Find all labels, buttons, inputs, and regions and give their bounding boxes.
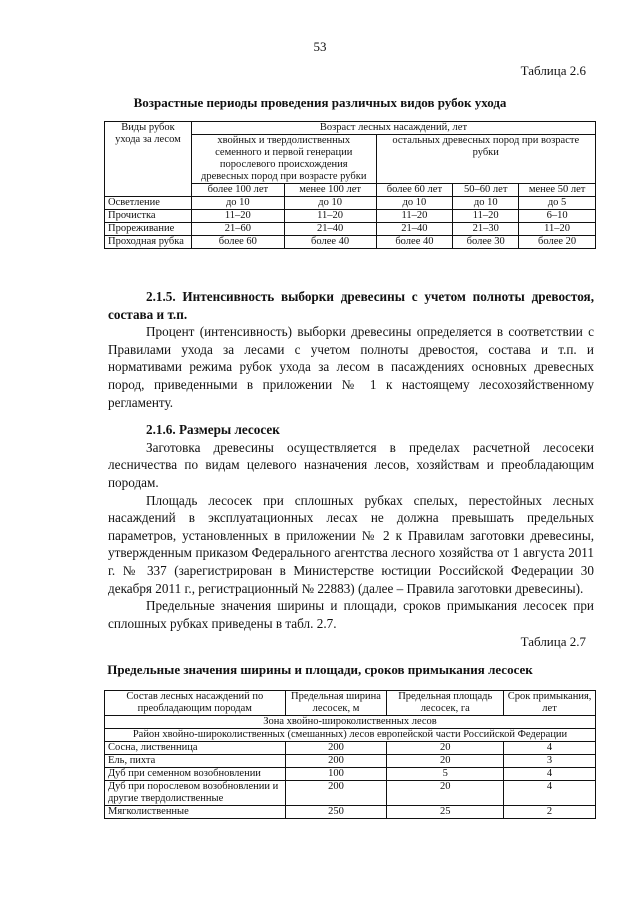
cell: 21–40 (376, 223, 453, 236)
cell: 20 (387, 781, 504, 806)
header-adjacency: Срок примыкания, лет (504, 691, 596, 716)
cell: 200 (285, 755, 387, 768)
cell: 11–20 (191, 210, 284, 223)
header-age: Возраст лесных насаждений, лет (191, 122, 595, 135)
cell: более 20 (519, 236, 596, 249)
cell: 6–10 (519, 210, 596, 223)
cell: 200 (285, 781, 387, 806)
paragraph: Площадь лесосек при сплошных рубках спелых, перестойных лесных насаждений в эксплуатационных лесах не должна превышать предельных параметров, установленных в приложении № 2 к Правилам заготовки древесины, утвержденным приказом Федерального агентства лесного хозяйства от 1 августа 2011 г. № 337 (зарегистрирован в Министерстве юстиции Российской Федерации 30 декабря 2011 г., регистрационный № 22883) (далее – Правила заготовки древесины). (108, 492, 594, 596)
row-label: Мягколиственные (105, 806, 286, 819)
row-label: Ель, пихта (105, 755, 286, 768)
cell: до 10 (376, 197, 453, 210)
cell: 21–60 (191, 223, 284, 236)
cell: 20 (387, 742, 504, 755)
section-2-1-6-heading: 2.1.6. Размеры лесосек (146, 422, 280, 438)
section-2-1-5-heading: 2.1.5. Интенсивность выборки древесины с учетом полноты древостоя, состава и т.п. (108, 289, 594, 322)
cell: 4 (504, 742, 596, 755)
row-label: Дуб при порослевом возобновлении и другие твердолиственные (105, 781, 286, 806)
cell: 11–20 (284, 210, 376, 223)
table-row (105, 755, 596, 768)
table-row (105, 197, 596, 210)
table-row (105, 781, 596, 806)
header-composition: Состав лесных насаждений по преобладающим породам (105, 691, 286, 716)
cell: 25 (387, 806, 504, 819)
header-area: Предельная площадь лесосек, га (387, 691, 504, 716)
table-row (105, 806, 596, 819)
paragraph: Предельные значения ширины и площади, сроков примыкания лесосек при сплошных рубках приведены в табл. 2.7. (108, 598, 594, 631)
cell: более 40 (284, 236, 376, 249)
cell: более 30 (453, 236, 519, 249)
table-2-7-title: Предельные значения ширины и площади, сроков примыкания лесосек (107, 662, 533, 677)
cell: до 10 (284, 197, 376, 210)
header-cutting-type: Виды рубок ухода за лесом (105, 122, 192, 197)
header-conifer-group: хвойных и твердолиственных семенного и первой генерации порослевого происхождения древесных пород при возрасте рубки (191, 135, 376, 184)
cell: 100 (285, 768, 387, 781)
cell: 4 (504, 781, 596, 806)
table-row (105, 210, 596, 223)
table-row (105, 742, 596, 755)
paragraph: Заготовка древесины осуществляется в пределах расчетной лесосеки лесничества по видам целевого назначения лесов, хозяйствам и преобладающим породам. (108, 439, 594, 490)
cell: 4 (504, 768, 596, 781)
cell: до 10 (191, 197, 284, 210)
cell: до 5 (519, 197, 596, 210)
table-2-7 (104, 690, 596, 819)
cell: более 40 (376, 236, 453, 249)
cell: более 60 (191, 236, 284, 249)
row-label: Дуб при семенном возобновлении (105, 768, 286, 781)
cell: 11–20 (519, 223, 596, 236)
sub-header: более 100 лет (191, 184, 284, 197)
cell: 11–20 (376, 210, 453, 223)
table-row (105, 223, 596, 236)
table-2-6-title: Возрастные периоды проведения различных видов рубок ухода (133, 95, 507, 110)
page-number: 53 (313, 39, 327, 54)
cell: 2 (504, 806, 596, 819)
paragraph: Процент (интенсивность) выборки древесины определяется в соответствии с Правилами ухода за лесами с учетом полноты древостоя, состава и т.п. и нормативами режима рубок ухода за лесом в пасаждениях основных древесных пород, приведенными в приложении № 1 к настоящему лесохозяйственному регламенту. (108, 324, 594, 410)
region-row: Район хвойно-широколиственных (смешанных) лесов европейской части Российской Федерации (105, 729, 596, 742)
row-label: Осветление (105, 197, 192, 210)
cell: 250 (285, 806, 387, 819)
table-2-7-caption: Таблица 2.7 (520, 634, 586, 649)
sub-header: 50–60 лет (453, 184, 519, 197)
cell: 5 (387, 768, 504, 781)
sub-header: менее 50 лет (519, 184, 596, 197)
cell: 21–30 (453, 223, 519, 236)
cell: 200 (285, 742, 387, 755)
cell: 20 (387, 755, 504, 768)
row-label: Прочистка (105, 210, 192, 223)
table-row (105, 236, 596, 249)
table-2-6 (104, 121, 596, 249)
cell: до 10 (453, 197, 519, 210)
zone-row: Зона хвойно-широколиственных лесов (105, 716, 596, 729)
body-text (108, 288, 594, 632)
row-label: Проходная рубка (105, 236, 192, 249)
table-row (105, 768, 596, 781)
row-label: Сосна, лиственница (105, 742, 286, 755)
cell: 3 (504, 755, 596, 768)
table-2-6-caption: Таблица 2.6 (520, 63, 586, 78)
sub-header: более 60 лет (376, 184, 453, 197)
row-label: Прореживание (105, 223, 192, 236)
sub-header: менее 100 лет (284, 184, 376, 197)
header-other-group: остальных древесных пород при возрасте рубки (376, 135, 595, 184)
cell: 11–20 (453, 210, 519, 223)
header-width: Предельная ширина лесосек, м (285, 691, 387, 716)
cell: 21–40 (284, 223, 376, 236)
